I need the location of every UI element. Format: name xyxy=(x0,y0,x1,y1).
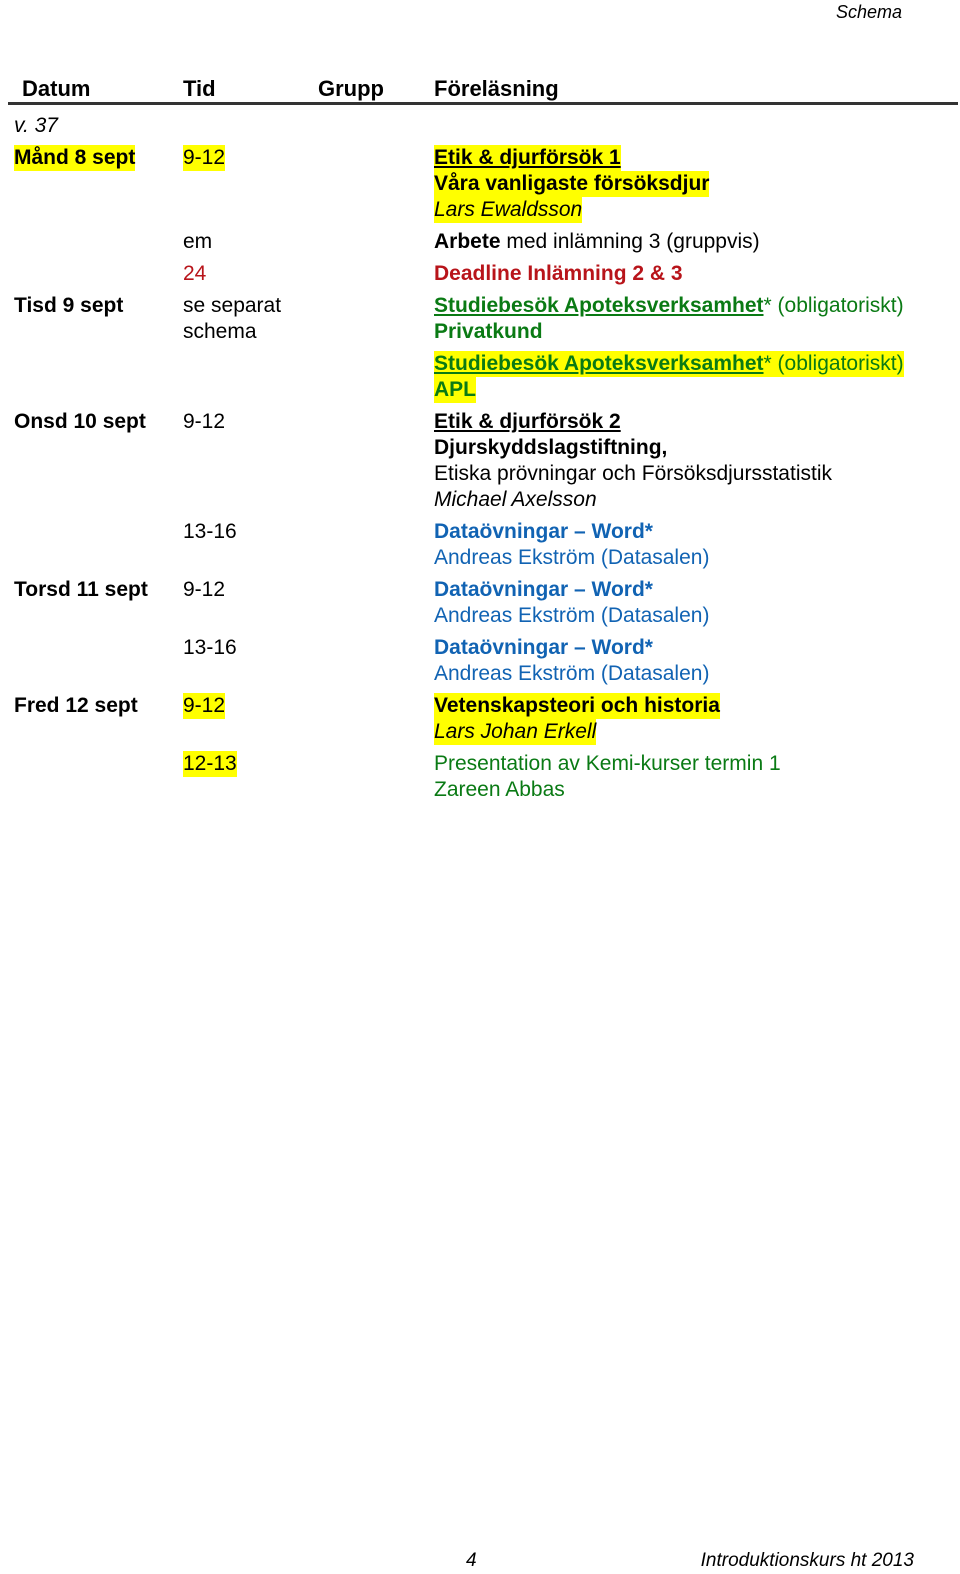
time-wednesday-1: 9-12 xyxy=(183,410,226,433)
lecture-wednesday-1-teacher: Michael Axelsson xyxy=(434,488,597,511)
time-wednesday-2: 13-16 xyxy=(183,520,237,543)
time-monday-2: em xyxy=(183,230,213,253)
visit-tuesday-1-note: * (obligatoriskt) xyxy=(763,294,904,317)
lecture-monday-1-subtitle: Våra vanligaste försöksdjur xyxy=(434,172,710,195)
lecture-wednesday-1-title: Etik & djurförsök 2 xyxy=(434,410,621,433)
column-header-grupp: Grupp xyxy=(318,76,384,101)
column-header-datum: Datum xyxy=(22,76,91,101)
visit-tuesday-1-title: Studiebesök Apoteksverksamhet xyxy=(434,294,764,317)
header-rule xyxy=(8,102,958,105)
lecture-thursday-2-title: Dataövningar – Word* xyxy=(434,636,653,659)
lecture-wednesday-1-sub1: Djurskyddslagstiftning, xyxy=(434,436,668,459)
time-friday-1: 9-12 xyxy=(183,694,226,717)
visit-tuesday-1-group: Privatkund xyxy=(434,320,543,343)
lecture-wednesday-2-title: Dataövningar – Word* xyxy=(434,520,653,543)
lecture-wednesday-2-teacher: Andreas Ekström (Datasalen) xyxy=(434,546,710,569)
time-tuesday-line2: schema xyxy=(183,320,257,343)
column-header-forelasning: Föreläsning xyxy=(434,76,559,101)
column-header-tid: Tid xyxy=(183,76,216,101)
lecture-monday-2-bold: Arbete xyxy=(434,230,501,253)
visit-tuesday-2 xyxy=(434,351,904,377)
lecture-wednesday-1-sub2: Etiska prövningar och Försöksdjursstatistik xyxy=(434,462,832,485)
date-tuesday: Tisd 9 sept xyxy=(14,294,124,317)
date-thursday: Torsd 11 sept xyxy=(14,578,148,601)
page-number: 4 xyxy=(466,1550,477,1571)
time-monday-1: 9-12 xyxy=(183,146,226,169)
visit-tuesday-1 xyxy=(434,293,904,319)
lecture-monday-2-rest: med inlämning 3 (gruppvis) xyxy=(500,230,760,253)
time-tuesday-line1: se separat xyxy=(183,294,282,317)
visit-tuesday-2-note: * (obligatoriskt) xyxy=(763,352,904,375)
lecture-friday-2-teacher: Zareen Abbas xyxy=(434,778,565,801)
week-label: v. 37 xyxy=(14,114,58,137)
time-monday-3: 24 xyxy=(183,262,207,285)
date-friday: Fred 12 sept xyxy=(14,694,138,717)
visit-tuesday-2-title: Studiebesök Apoteksverksamhet xyxy=(434,352,764,375)
page-header: Schema xyxy=(835,2,902,22)
time-friday-2: 12-13 xyxy=(183,752,237,775)
lecture-thursday-1-teacher: Andreas Ekström (Datasalen) xyxy=(434,604,710,627)
date-monday: Månd 8 sept xyxy=(14,146,136,169)
lecture-friday-1-title: Vetenskapsteori och historia xyxy=(434,694,720,717)
footer-course: Introduktionskurs ht 2013 xyxy=(700,1550,914,1571)
time-thursday-2: 13-16 xyxy=(183,636,237,659)
lecture-friday-2-title: Presentation av Kemi-kurser termin 1 xyxy=(434,752,781,775)
time-thursday-1: 9-12 xyxy=(183,578,226,601)
lecture-monday-2 xyxy=(434,229,760,255)
lecture-thursday-2-teacher: Andreas Ekström (Datasalen) xyxy=(434,662,710,685)
lecture-friday-1-teacher: Lars Johan Erkell xyxy=(434,720,597,743)
lecture-monday-3-deadline: Deadline Inlämning 2 & 3 xyxy=(434,262,683,285)
lecture-monday-1-teacher: Lars Ewaldsson xyxy=(434,198,583,221)
lecture-thursday-1-title: Dataövningar – Word* xyxy=(434,578,653,601)
lecture-monday-1-title: Etik & djurförsök 1 xyxy=(434,146,621,169)
date-wednesday: Onsd 10 sept xyxy=(14,410,146,433)
visit-tuesday-2-group: APL xyxy=(434,378,476,401)
